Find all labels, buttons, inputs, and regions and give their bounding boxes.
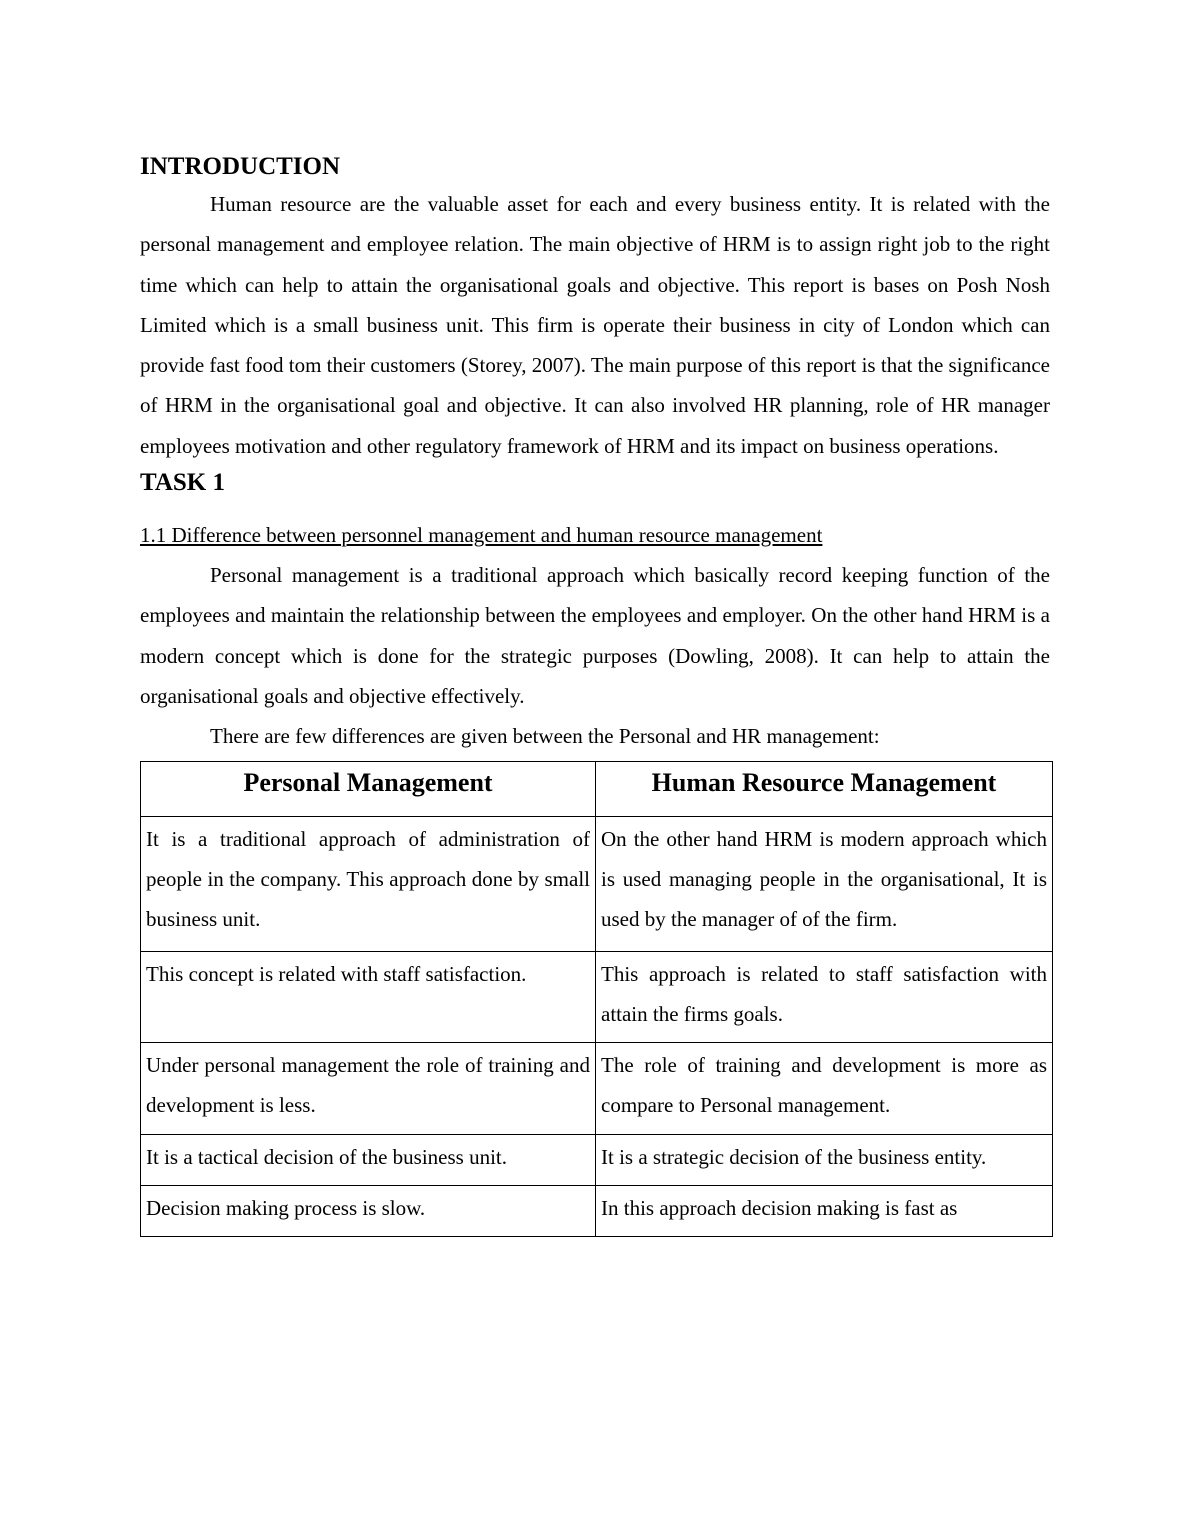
table-cell-personal: Under personal management the role of training and development is less.: [141, 1043, 596, 1135]
table-header-row: [141, 761, 1053, 816]
table-row: [141, 1134, 1053, 1185]
table-row: [141, 816, 1053, 951]
section-1-1-subheading: 1.1 Difference between personnel management and human resource management: [140, 523, 823, 548]
table-cell-hrm: The role of training and development is more as compare to Personal management.: [596, 1043, 1053, 1135]
header-human-resource-management: Human Resource Management: [596, 761, 1053, 816]
task1-heading: TASK 1: [140, 469, 225, 497]
table-row: [141, 1043, 1053, 1135]
comparison-table: [140, 761, 1053, 1238]
table-cell-personal: Decision making process is slow.: [141, 1186, 596, 1237]
introduction-paragraph: Human resource are the valuable asset for each and every business entity. It is related with the personal management and employee relation. The main objective of HRM is to assign right job to the right time which can help to attain the organisational goals and objective. This report is bases on Posh Nosh Limited which is a small business unit. This firm is operate their business in city of London which can provide fast food tom their customers (Storey, 2007). The main purpose of this report is that the significance of HRM in the organisational goal and objective. It can also involved HR planning, role of HR manager employees motivation and other regulatory framework of HRM and its impact on business operations.: [140, 192, 1050, 458]
document-page: [140, 150, 1050, 1237]
table-cell-hrm: In this approach decision making is fast as: [596, 1186, 1053, 1237]
difference-paragraph: Personal management is a traditional approach which basically record keeping function of the employees and maintain the relationship between the employees and employer. On the other hand HRM is a modern concept which is done for the strategic purposes (Dowling, 2008). It can help to attain the organisational goals and objective effectively.: [140, 563, 1050, 708]
header-personal-management: Personal Management: [141, 761, 596, 816]
table-cell-hrm: This approach is related to staff satisfaction with attain the firms goals.: [596, 951, 1053, 1043]
table-row: [141, 1186, 1053, 1237]
table-lead-in: There are few differences are given between the Personal and HR management:: [210, 724, 880, 749]
table-cell-personal: It is a tactical decision of the business unit.: [141, 1134, 596, 1185]
table-cell-personal: It is a traditional approach of administration of people in the company. This approach done by small business unit.: [141, 816, 596, 951]
table-cell-hrm: It is a strategic decision of the business entity.: [596, 1134, 1053, 1185]
table-row: [141, 951, 1053, 1043]
table-cell-personal: This concept is related with staff satisfaction.: [141, 951, 596, 1043]
table-cell-hrm: On the other hand HRM is modern approach which is used managing people in the organisational, It is used by the manager of of the firm.: [596, 816, 1053, 951]
introduction-heading: INTRODUCTION: [140, 153, 341, 180]
